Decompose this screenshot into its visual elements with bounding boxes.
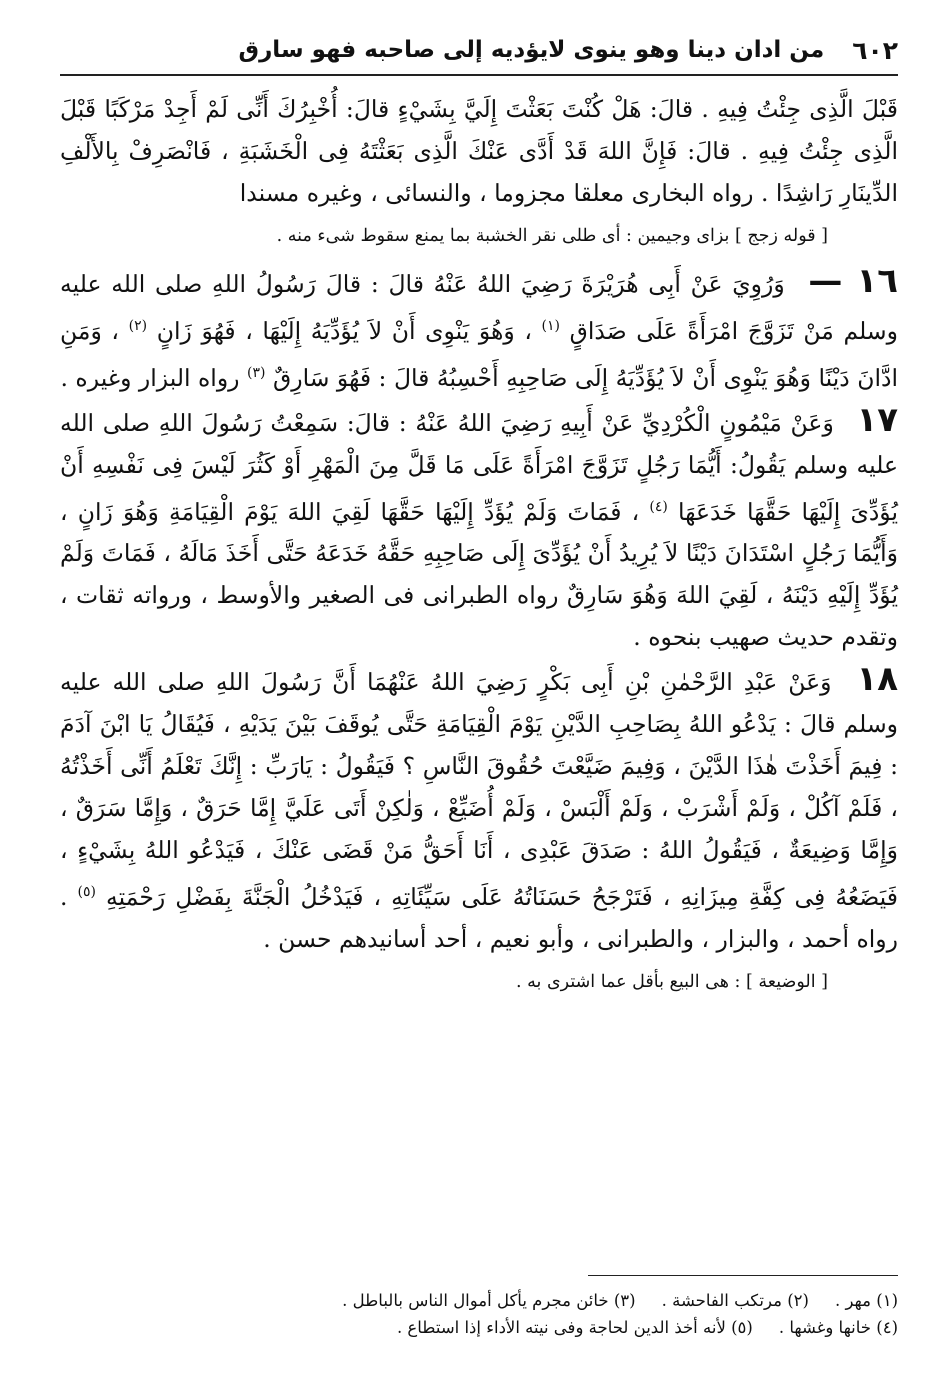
header-rule <box>60 74 898 76</box>
hadith-number-18: ١٨ <box>856 659 898 700</box>
page-body <box>60 88 898 1006</box>
page-number: ٦٠٢ <box>852 35 898 65</box>
running-title: من ادان دينا وهو ينوى لايؤديه إلى صاحبه فهو سارق <box>238 37 825 63</box>
footnote-ref-3: (٣) <box>247 364 266 381</box>
footnote-ref-5: (٥) <box>77 884 96 901</box>
footnotes <box>100 1287 898 1341</box>
footnote-row-1 <box>100 1287 898 1314</box>
glossary-note-zajjaj: [ قوله زجج ] بزاى وجيمين : أى طلى نقر الخشبة بما يمنع سقوط شىء منه . <box>276 226 828 246</box>
footnote-1: (١) مهر . <box>834 1291 898 1310</box>
footnote-ref-4: (٤) <box>649 498 668 515</box>
hadith-17 <box>60 399 898 659</box>
footnote-2: (٢) مرتكب الفاحشة . <box>661 1291 809 1310</box>
hadith-number-16: ١٦ — <box>808 261 898 301</box>
footnote-row-2 <box>100 1314 898 1341</box>
hadith-17-text-a: وَعَنْ مَيْمُونٍ الْكُرْدِيِّ عَنْ أَبِيهِ رَضِيَ اللهُ عَنْهُ : قالَ: سَمِعْتُ رَسُولَ اللهِ صلى الله عليه وسلم يَقُولُ: أَيُّمَا رَجُلٍ تَزَوَّجَ امْرَأَةً عَلَى مَا قَلَّ مِنَ الْمَهْرِ أَوْ كَثُرَ لَيْسَ فِى نَفْسِهِ أَنْ يُؤَدِّىَ إِلَيْهَا حَقَّهَا خَدَعَهَا <box>60 408 898 526</box>
footnote-5: (٥) لأنه أخذ الدين لحاجة وفى نيته الأداء إذا استطاع . <box>396 1318 753 1337</box>
hadith-16-text-a: وَرُوِيَ عَنْ أَبِى هُرَيْرَةَ رَضِيَ اللهُ عَنْهُ قالَ : قالَ رَسُولُ اللهِ صلى الله عليه وسلم مَنْ تَزَوَّجَ امْرَأَةً عَلَى صَدَاقٍ <box>60 270 898 345</box>
footnote-ref-2: (٢) <box>128 318 148 334</box>
hadith-18 <box>60 658 898 960</box>
hadith-16-text-b: ، وَهُوَ يَنْوِى أَنْ لاَ يُؤَدِّيَهُ إِلَيْهَا ، فَهُوَ زَانٍ <box>156 316 532 345</box>
page-header <box>60 26 898 74</box>
footnote-ref-1: (١) <box>541 318 560 334</box>
hadith-18-text-a: وَعَنْ عَبْدِ الرَّحْمٰنِ بْنِ أَبِى بَكْرٍ رَضِيَ اللهُ عَنْهُمَا أَنَّ رَسُولَ اللهِ صلى الله عليه وسلم قالَ : يَدْعُو اللهُ بِصَاحِبِ الدَّيْنِ يَوْمَ الْقِيَامَةِ حَتَّى يُوقَفَ بَيْنَ يَدَيْهِ ، فَيُقَالُ يَا ابْنَ آدَمَ : فِيمَ أَخَذْتَ هٰذَا الدَّيْنَ ، وَفِيمَ ضَيَّعْتَ حُقُوقَ النَّاسِ ؟ فَيَقُولُ : يَارَبِّ : إِنَّكَ تَعْلَمُ أَنِّى أَخَذْتُهُ ، فَلَمْ آكُلْ ، وَلَمْ أَشْرَبْ ، وَلَمْ أَلْبَسْ ، وَلَمْ أُضَيِّعْ ، وَلٰكِنْ أَتَى عَلَيَّ إِمَّا حَرَقٌ ، وَإِمَّا سَرَقٌ ، وَإِمَّا وَضِيعَةٌ ، فَيَقُولُ اللهُ : صَدَقَ عَبْدِى ، أَنَا أَحَقُّ مَنْ قَضَى عَنْكَ ، فَيَدْعُو اللهُ بِشَيْءٍ ، فَيَضَعُهُ فِى كِفَّةِ مِيزَانِهِ ، فَتَرْجَحُ حَسَنَاتُهُ عَلَى سَيِّئَاتِهِ ، فَيَدْخُلُ الْجَنَّةَ بِفَضْلِ رَحْمَتِهِ <box>60 668 898 912</box>
glossary-note-wadia: [ الوضيعة ] : هى البيع بأقل عما اشترى به . <box>516 972 828 993</box>
paragraph-continuation: قَبْلَ الَّذِى جِئْتُ فِيهِ . قالَ: هَلْ كُنْتَ بَعَثْتَ إِلَيَّ بِشَيْءٍ قالَ: أُخْبِرُكَ أَنِّى لَمْ أَجِدْ مَرْكَبًا قَبْلَ الَّذِى جِئْتُ فِيهِ . قالَ: فَإِنَّ اللهَ قَدْ أَدَّى عَنْكَ الَّذِى بَعَثْتَهُ فِى الْخَشَبَةِ ، فَانْصَرِفْ بِالأَلْفِ الدِّينَارِ رَاشِدًا . رواه البخارى معلقا مجزوما ، والنسائى ، وغيره مسندا <box>60 95 898 207</box>
footnote-rule <box>588 1275 898 1276</box>
hadith-18-text-b: . رواه أحمد ، والبزار ، والطبرانى ، وأبو نعيم ، أحد أسانيدهم حسن . <box>60 883 898 954</box>
hadith-16 <box>60 260 898 399</box>
footnote-3: (٣) خائن مجرم يأكل أموال الناس بالباطل . <box>342 1291 636 1310</box>
hadith-17-text-b: ، فَمَاتَ وَلَمْ يُؤَدِّ إِلَيْهَا حَقَّهَا لَقِيَ اللهَ يَوْمَ الْقِيَامَةِ وَهُوَ زَانٍ ، وَأَيُّمَا رَجُلٍ اسْتَدَانَ دَيْنًا لاَ يُرِيدُ أَنْ يُؤَدِّىَ إِلَى صَاحِبِهِ حَقَّهُ خَدَعَهُ حَتَّى أَخَذَ مَالَهُ ، فَمَاتَ وَلَمْ يُؤَدِّ إِلَيْهِ دَيْنَهُ ، لَقِيَ اللهَ وَهُوَ سَارِقٌ رواه الطبرانى فى الصغير والأوسط ، ورواته ثقات ، وتقدم حديث صهيب بنحوه . <box>60 497 898 652</box>
hadith-16-text-d: رواه البزار وغيره . <box>60 363 240 392</box>
hadith-number-17: ١٧ <box>856 399 898 440</box>
hadith-16-text-c: ، وَمَنِ ادَّانَ دَيْنًا وَهُوَ يَنْوِى أَنْ لاَ يُؤَدِّيَهُ إِلَى صَاحِبِهِ أَحْسِبُهُ قالَ : فَهُوَ سَارِقٌ <box>60 316 898 392</box>
footnote-4: (٤) خانها وغشها . <box>778 1318 898 1337</box>
